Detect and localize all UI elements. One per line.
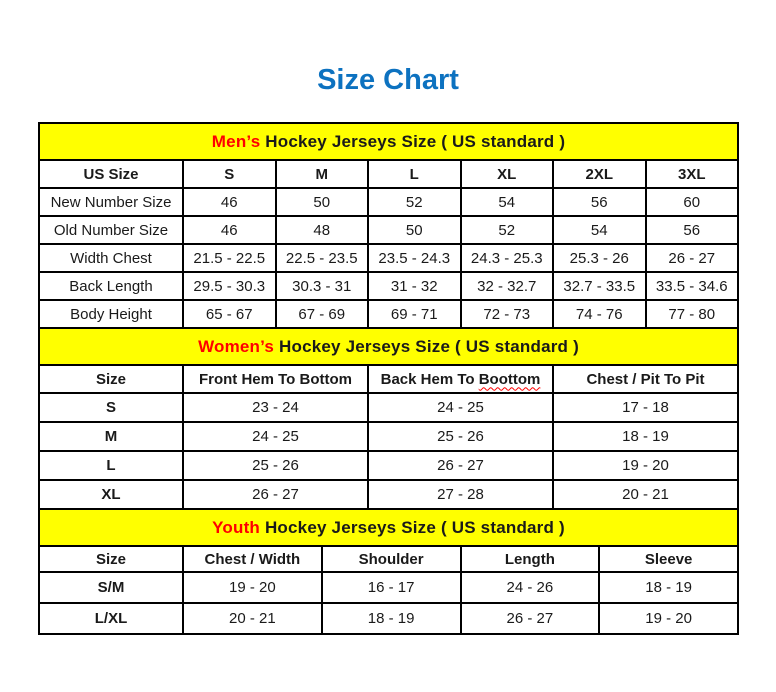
size-value-cell: 20 - 21 (183, 603, 322, 634)
table-row (39, 572, 738, 603)
table-row (39, 603, 738, 634)
column-header-text: Back Hem To (380, 370, 479, 388)
column-header: US Size (39, 160, 183, 188)
column-header: Shoulder (322, 546, 461, 572)
row-label: Back Length (39, 272, 183, 300)
row-label: L/XL (39, 603, 183, 634)
size-value-cell: 50 (276, 188, 369, 216)
size-value-cell: 19 - 20 (183, 572, 322, 603)
mens-header-row (39, 160, 738, 188)
youth-band-title: Hockey Jerseys Size ( US standard ) (260, 517, 565, 537)
column-header: Chest / Pit To Pit (553, 365, 738, 393)
column-header: L (368, 160, 461, 188)
row-label: M (39, 422, 183, 451)
column-header: Size (39, 546, 183, 572)
table-row (39, 272, 738, 300)
size-value-cell: 32.7 - 33.5 (553, 272, 646, 300)
mens-band-highlight: Men’s (211, 131, 261, 151)
size-value-cell: 77 - 80 (646, 300, 739, 328)
size-value-cell: 16 - 17 (322, 572, 461, 603)
size-value-cell: 31 - 32 (368, 272, 461, 300)
size-value-cell: 20 - 21 (553, 480, 738, 509)
size-value-cell: 26 - 27 (368, 451, 553, 480)
column-header: XL (461, 160, 554, 188)
size-value-cell: 19 - 20 (599, 603, 738, 634)
youth-section-band (39, 509, 738, 546)
mens-section-band (39, 123, 738, 160)
size-value-cell: 18 - 19 (322, 603, 461, 634)
size-value-cell: 18 - 19 (553, 422, 738, 451)
size-value-cell: 67 - 69 (276, 300, 369, 328)
youth-band-highlight: Youth (212, 517, 261, 537)
size-value-cell: 24 - 26 (461, 572, 600, 603)
size-value-cell: 32 - 32.7 (461, 272, 554, 300)
row-label: S/M (39, 572, 183, 603)
size-value-cell: 27 - 28 (368, 480, 553, 509)
size-value-cell: 21.5 - 22.5 (183, 244, 276, 272)
column-header: 2XL (553, 160, 646, 188)
youth-size-table (38, 508, 739, 635)
size-value-cell: 54 (461, 188, 554, 216)
womens-band-highlight: Women’s (198, 336, 275, 356)
size-value-cell: 54 (553, 216, 646, 244)
misspelled-word: Boottom (478, 370, 541, 388)
size-value-cell: 52 (461, 216, 554, 244)
row-label: XL (39, 480, 183, 509)
column-header: Size (39, 365, 183, 393)
table-row (39, 216, 738, 244)
row-label: New Number Size (39, 188, 183, 216)
womens-size-table (38, 327, 739, 510)
size-value-cell: 19 - 20 (553, 451, 738, 480)
row-label: S (39, 393, 183, 422)
table-row (39, 451, 738, 480)
column-header: M (276, 160, 369, 188)
row-label: L (39, 451, 183, 480)
size-value-cell: 56 (646, 216, 739, 244)
size-value-cell: 29.5 - 30.3 (183, 272, 276, 300)
table-row (39, 393, 738, 422)
mens-size-table (38, 122, 739, 329)
page-title: Size Chart (317, 64, 459, 96)
row-label: Width Chest (39, 244, 183, 272)
womens-band-title: Hockey Jerseys Size ( US standard ) (274, 336, 579, 356)
size-value-cell: 30.3 - 31 (276, 272, 369, 300)
size-value-cell: 24.3 - 25.3 (461, 244, 554, 272)
size-value-cell: 74 - 76 (553, 300, 646, 328)
size-value-cell: 25.3 - 26 (553, 244, 646, 272)
size-value-cell: 52 (368, 188, 461, 216)
size-value-cell: 18 - 19 (599, 572, 738, 603)
row-label: Old Number Size (39, 216, 183, 244)
size-value-cell: 46 (183, 188, 276, 216)
size-tables-container (38, 122, 739, 635)
column-header (368, 365, 553, 393)
size-value-cell: 33.5 - 34.6 (646, 272, 739, 300)
size-value-cell: 23.5 - 24.3 (368, 244, 461, 272)
column-header: Chest / Width (183, 546, 322, 572)
table-row (39, 188, 738, 216)
mens-band-row (39, 123, 738, 160)
row-label: Body Height (39, 300, 183, 328)
column-header: Front Hem To Bottom (183, 365, 368, 393)
size-value-cell: 17 - 18 (553, 393, 738, 422)
table-row (39, 244, 738, 272)
size-value-cell: 46 (183, 216, 276, 244)
size-value-cell: 69 - 71 (368, 300, 461, 328)
size-value-cell: 48 (276, 216, 369, 244)
size-value-cell: 50 (368, 216, 461, 244)
size-value-cell: 25 - 26 (368, 422, 553, 451)
size-value-cell: 26 - 27 (183, 480, 368, 509)
womens-header-row (39, 365, 738, 393)
size-value-cell: 26 - 27 (461, 603, 600, 634)
youth-band-row (39, 509, 738, 546)
youth-header-row (39, 546, 738, 572)
mens-band-title: Hockey Jerseys Size ( US standard ) (260, 131, 566, 151)
size-value-cell: 72 - 73 (461, 300, 554, 328)
size-value-cell: 60 (646, 188, 739, 216)
table-row (39, 480, 738, 509)
column-header: 3XL (646, 160, 739, 188)
column-header: Length (461, 546, 600, 572)
size-value-cell: 24 - 25 (368, 393, 553, 422)
table-row (39, 422, 738, 451)
size-value-cell: 23 - 24 (183, 393, 368, 422)
size-value-cell: 22.5 - 23.5 (276, 244, 369, 272)
size-value-cell: 24 - 25 (183, 422, 368, 451)
table-row (39, 300, 738, 328)
size-value-cell: 25 - 26 (183, 451, 368, 480)
size-value-cell: 65 - 67 (183, 300, 276, 328)
womens-section-band (39, 328, 738, 365)
column-header: Sleeve (599, 546, 738, 572)
column-header: S (183, 160, 276, 188)
size-value-cell: 26 - 27 (646, 244, 739, 272)
womens-band-row (39, 328, 738, 365)
size-value-cell: 56 (553, 188, 646, 216)
